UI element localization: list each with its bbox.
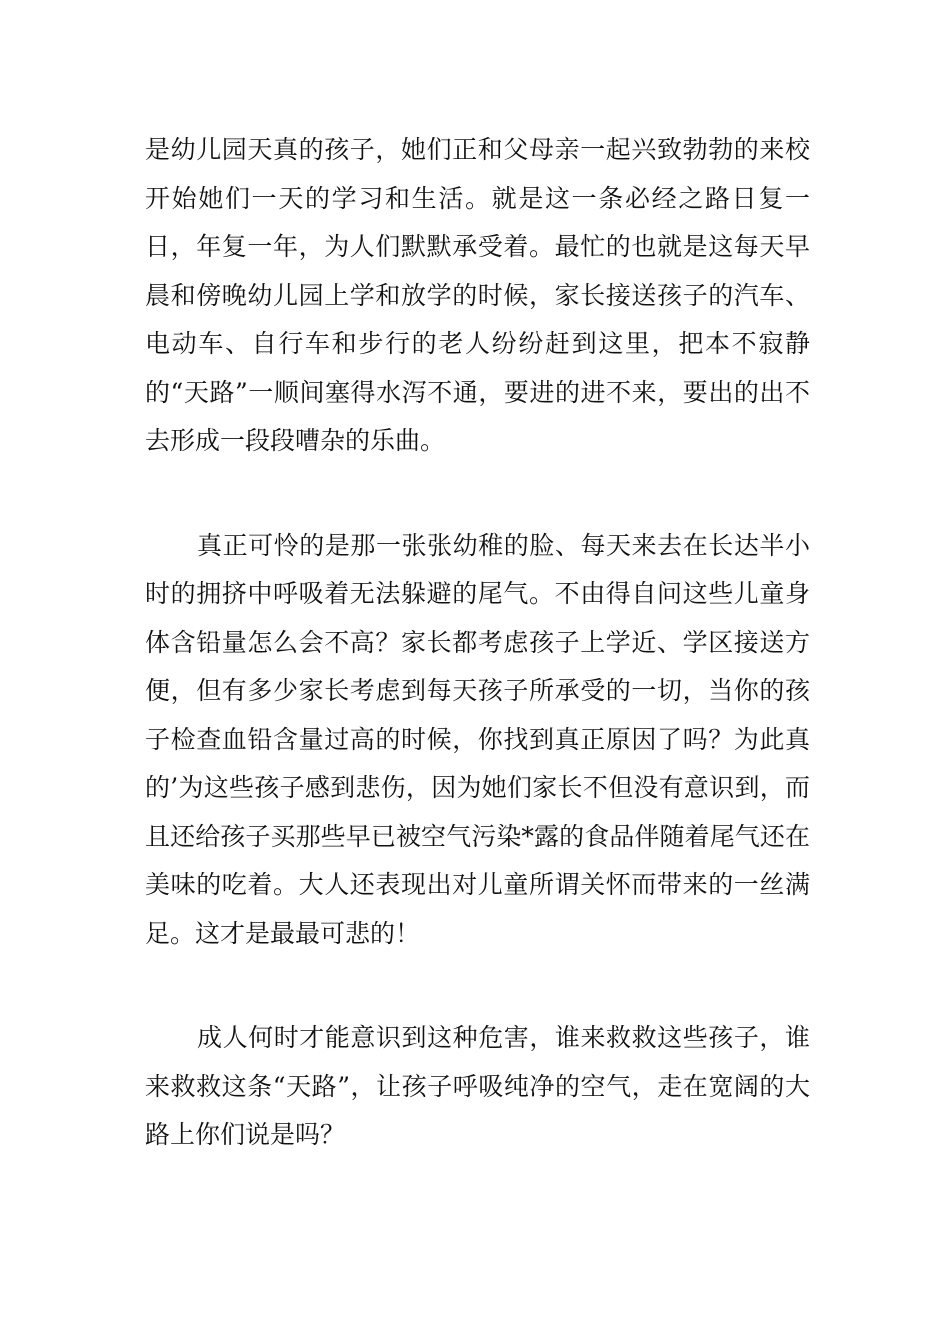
document-body	[145, 126, 810, 1160]
paragraph-3: 成人何时才能意识到这种危害，谁来救救这些孩子，谁来救救这条“天路”，让孩子呼吸纯净的空气，走在宽阔的大路上你们说是吗？	[145, 1023, 810, 1149]
paragraph-2: 真正可怜的是那一张张幼稚的脸、每天来去在长达半小时的拥挤中呼吸着无法躲避的尾气。不由得自问这些儿童身体含铅量怎么会不高？家长都考虑孩子上学近、学区接送方便，但有多少家长考虑到每天孩子所承受的一切，当你的孩子检查血铅含量过高的时候，你找到真正原因了吗？为此真的’为这些孩子感到悲伤，因为她们家长不但没有意识到，而且还给孩子买那些早已被空气污染*露的食品伴随着尾气还在美味的吃着。大人还表现出对儿童所谓关怀而带来的一丝满足。这才是最最可悲的！	[145, 530, 810, 948]
paragraph-gap	[145, 958, 810, 1014]
paragraph-gap	[145, 466, 810, 522]
paragraph-1: 是幼儿园天真的孩子，她们正和父母亲一起兴致勃勃的来校开始她们一天的学习和生活。就是这一条必经之路日复一日，年复一年，为人们默默承受着。最忙的也就是这每天早晨和傍晚幼儿园上学和放学的时候，家长接送孩子的汽车、电动车、自行车和步行的老人纷纷赶到这里，把本不寂静的“天路”一顺间塞得水泻不通，要进的进不来，要出的出不去形成一段段嘈杂的乐曲。	[145, 135, 810, 455]
